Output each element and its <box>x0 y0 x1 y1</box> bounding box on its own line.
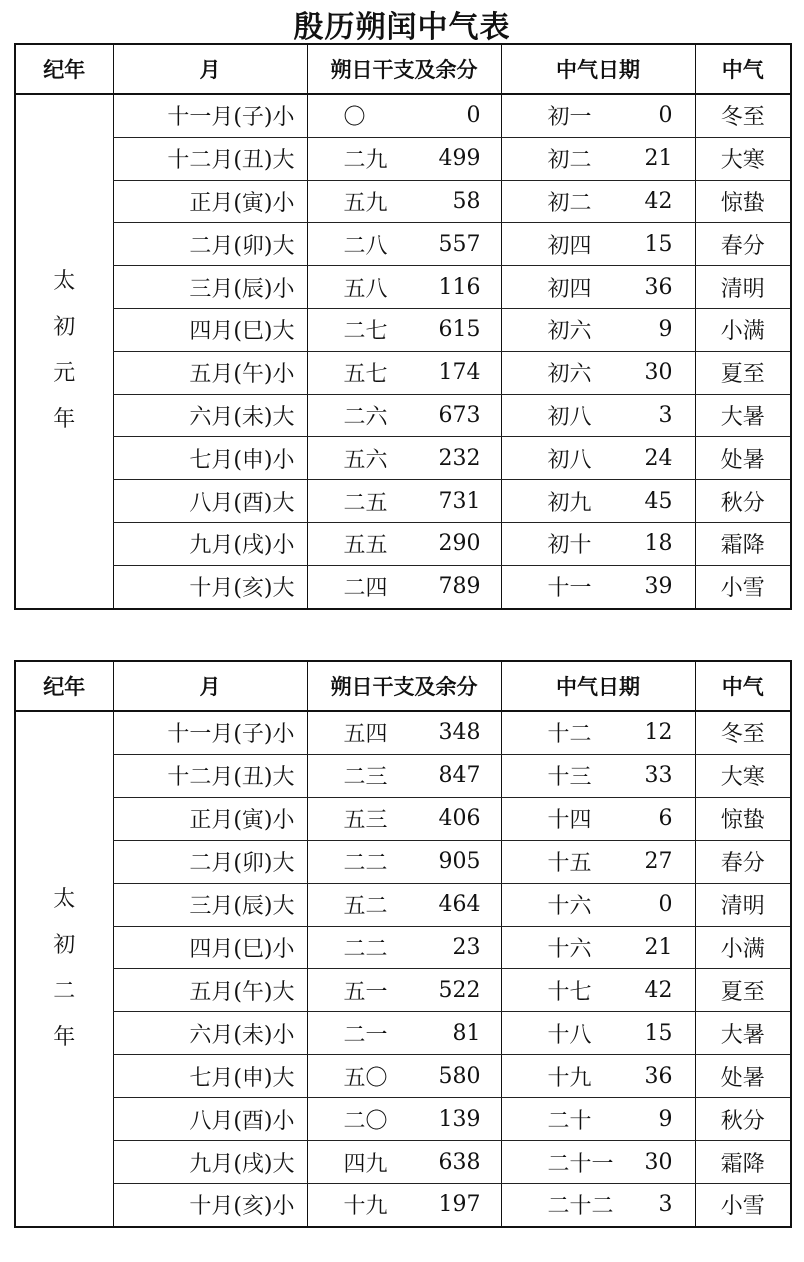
ganzhi-pair <box>308 528 501 559</box>
header-month: 月 <box>113 44 307 94</box>
qi-min-value: 3 <box>658 402 673 428</box>
ganzhi-cell <box>307 351 501 394</box>
table-row <box>15 926 791 969</box>
qi-day-text: 初六 <box>547 319 592 345</box>
ganzhi-cell <box>307 437 501 480</box>
ganzhi-cell <box>307 1055 501 1098</box>
ganzhi-text: 五六 <box>343 447 388 473</box>
table-row <box>15 394 791 437</box>
ganzhi-text: 二四 <box>343 576 388 602</box>
qi-min-value: 42 <box>644 188 673 214</box>
yufen-value: 197 <box>438 1192 481 1218</box>
table-row <box>15 522 791 565</box>
qi-date-pair <box>502 143 695 174</box>
ganzhi-text: 二二 <box>343 851 388 877</box>
ganzhi-cell <box>307 840 501 883</box>
yufen-value: 847 <box>438 763 481 789</box>
qi-date-pair <box>502 571 695 602</box>
qi-min-value: 27 <box>644 849 673 875</box>
qi-cell: 处暑 <box>695 1055 791 1098</box>
header-month: 月 <box>113 661 307 711</box>
table-row <box>15 565 791 608</box>
month-cell: 六月(未)小 <box>113 1012 307 1055</box>
qi-day-text: 初十 <box>547 533 592 559</box>
qi-day-text: 十二 <box>547 722 592 748</box>
month-cell: 十一月(子)小 <box>113 94 307 137</box>
qi-min-value: 18 <box>644 531 673 557</box>
month-cell: 六月(未)大 <box>113 394 307 437</box>
ganzhi-text: 〇 <box>343 105 366 131</box>
ganzhi-pair <box>308 571 501 602</box>
qi-date-pair <box>502 932 695 963</box>
qi-date-cell <box>501 1098 695 1141</box>
header-ganzhi: 朔日干支及余分 <box>307 44 501 94</box>
yufen-value: 557 <box>438 231 481 257</box>
qi-date-pair <box>502 1189 695 1220</box>
ganzhi-text: 二七 <box>343 319 388 345</box>
table-row <box>15 437 791 480</box>
qi-date-pair <box>502 760 695 791</box>
table-header-row <box>15 44 791 94</box>
page-title: 殷历朔闰中气表 <box>293 10 511 45</box>
yufen-value: 81 <box>452 1020 481 1046</box>
qi-date-cell <box>501 1012 695 1055</box>
qi-min-value: 33 <box>644 763 673 789</box>
ganzhi-text: 二一 <box>343 1022 388 1048</box>
qi-date-cell <box>501 711 695 754</box>
table-row <box>15 308 791 351</box>
table-row <box>15 1012 791 1055</box>
qi-date-cell <box>501 266 695 309</box>
ganzhi-pair <box>308 932 501 963</box>
ganzhi-text: 五〇 <box>343 1065 388 1091</box>
yufen-value: 731 <box>438 488 481 514</box>
table-row <box>15 1055 791 1098</box>
month-cell: 十一月(子)小 <box>113 711 307 754</box>
ganzhi-pair <box>308 100 501 131</box>
yufen-value: 0 <box>466 103 481 129</box>
ganzhi-pair <box>308 272 501 303</box>
qi-date-pair <box>502 486 695 517</box>
table-row <box>15 223 791 266</box>
ganzhi-cell <box>307 1183 501 1227</box>
qi-cell: 秋分 <box>695 480 791 523</box>
ganzhi-text: 二九 <box>343 148 388 174</box>
year-char: 二 <box>53 979 76 1004</box>
ganzhi-text: 五五 <box>343 533 388 559</box>
ganzhi-pair <box>308 143 501 174</box>
month-cell: 五月(午)大 <box>113 969 307 1012</box>
header-year: 纪年 <box>15 661 113 711</box>
header-qi-date: 中气日期 <box>501 44 695 94</box>
yufen-value: 348 <box>438 720 481 746</box>
table-row <box>15 266 791 309</box>
ganzhi-text: 二〇 <box>343 1108 388 1134</box>
qi-date-cell <box>501 883 695 926</box>
qi-cell: 小雪 <box>695 565 791 608</box>
ganzhi-pair <box>308 1018 501 1049</box>
table-row <box>15 797 791 840</box>
qi-date-cell <box>501 1141 695 1184</box>
qi-min-value: 3 <box>658 1192 673 1218</box>
qi-day-text: 十八 <box>547 1022 592 1048</box>
ganzhi-cell <box>307 711 501 754</box>
month-cell: 正月(寅)小 <box>113 180 307 223</box>
qi-min-value: 0 <box>658 892 673 918</box>
qi-date-cell <box>501 394 695 437</box>
month-cell: 八月(酉)大 <box>113 480 307 523</box>
qi-date-cell <box>501 223 695 266</box>
ganzhi-cell <box>307 308 501 351</box>
qi-date-cell <box>501 840 695 883</box>
qi-cell: 惊蛰 <box>695 180 791 223</box>
qi-date-pair <box>502 443 695 474</box>
yufen-value: 232 <box>438 445 481 471</box>
qi-cell: 大暑 <box>695 394 791 437</box>
qi-cell: 大暑 <box>695 1012 791 1055</box>
qi-cell: 春分 <box>695 840 791 883</box>
qi-day-text: 十九 <box>547 1065 592 1091</box>
qi-min-value: 36 <box>644 1063 673 1089</box>
header-qi-date: 中气日期 <box>501 661 695 711</box>
ganzhi-pair <box>308 229 501 260</box>
header-ganzhi: 朔日干支及余分 <box>307 661 501 711</box>
qi-date-pair <box>502 1104 695 1135</box>
qi-day-text: 二十一 <box>547 1151 614 1177</box>
ganzhi-pair <box>308 443 501 474</box>
qi-min-value: 21 <box>644 146 673 172</box>
qi-date-cell <box>501 308 695 351</box>
qi-day-text: 初八 <box>547 447 592 473</box>
ganzhi-pair <box>308 400 501 431</box>
table-row <box>15 351 791 394</box>
qi-date-pair <box>502 186 695 217</box>
qi-min-value: 9 <box>658 317 673 343</box>
qi-cell: 霜降 <box>695 522 791 565</box>
ganzhi-text: 五八 <box>343 276 388 302</box>
qi-date-cell <box>501 926 695 969</box>
qi-cell: 小满 <box>695 308 791 351</box>
ganzhi-pair <box>308 186 501 217</box>
qi-min-value: 30 <box>644 360 673 386</box>
qi-day-text: 初九 <box>547 490 592 516</box>
ganzhi-text: 二六 <box>343 404 388 430</box>
qi-min-value: 24 <box>644 445 673 471</box>
qi-cell: 惊蛰 <box>695 797 791 840</box>
qi-cell: 清明 <box>695 266 791 309</box>
qi-date-pair <box>502 803 695 834</box>
month-cell: 九月(戌)小 <box>113 522 307 565</box>
ganzhi-cell <box>307 565 501 608</box>
ganzhi-text: 五九 <box>343 190 388 216</box>
ganzhi-cell <box>307 223 501 266</box>
qi-date-pair <box>502 1061 695 1092</box>
month-cell: 三月(辰)大 <box>113 883 307 926</box>
qi-day-text: 十一 <box>547 576 592 602</box>
yufen-value: 789 <box>438 574 481 600</box>
qi-date-cell <box>501 351 695 394</box>
table-row <box>15 94 791 137</box>
year-char: 初 <box>53 933 76 958</box>
qi-cell: 夏至 <box>695 969 791 1012</box>
ganzhi-cell <box>307 1141 501 1184</box>
year-char: 年 <box>53 1025 76 1050</box>
ganzhi-pair <box>308 760 501 791</box>
ganzhi-text: 四九 <box>343 1151 388 1177</box>
month-cell: 二月(卯)大 <box>113 840 307 883</box>
table-row <box>15 180 791 223</box>
qi-cell: 处暑 <box>695 437 791 480</box>
qi-day-text: 初四 <box>547 276 592 302</box>
qi-day-text: 二十二 <box>547 1194 614 1220</box>
table-row <box>15 883 791 926</box>
table-row <box>15 1141 791 1184</box>
month-cell: 五月(午)小 <box>113 351 307 394</box>
yufen-value: 499 <box>438 146 481 172</box>
year-cell <box>15 94 113 609</box>
qi-day-text: 十四 <box>547 808 592 834</box>
ganzhi-pair <box>308 889 501 920</box>
qi-date-pair <box>502 846 695 877</box>
qi-min-value: 6 <box>658 806 673 832</box>
qi-min-value: 42 <box>644 977 673 1003</box>
ganzhi-cell <box>307 969 501 1012</box>
year-char: 元 <box>53 361 76 387</box>
qi-date-cell <box>501 1055 695 1098</box>
ganzhi-text: 五七 <box>343 362 388 388</box>
yufen-value: 174 <box>438 360 481 386</box>
ganzhi-pair <box>308 1061 501 1092</box>
year-char: 初 <box>53 315 76 341</box>
yufen-value: 638 <box>438 1149 481 1175</box>
qi-date-pair <box>502 1147 695 1178</box>
ganzhi-text: 五一 <box>343 979 388 1005</box>
yufen-value: 905 <box>438 849 481 875</box>
table-row <box>15 754 791 797</box>
ganzhi-pair <box>308 846 501 877</box>
month-cell: 八月(酉)小 <box>113 1098 307 1141</box>
ganzhi-cell <box>307 1098 501 1141</box>
qi-date-cell <box>501 797 695 840</box>
year-char: 太 <box>53 269 76 295</box>
qi-cell: 秋分 <box>695 1098 791 1141</box>
qi-date-pair <box>502 272 695 303</box>
year-cell <box>15 711 113 1227</box>
qi-day-text: 初二 <box>547 190 592 216</box>
ganzhi-cell <box>307 394 501 437</box>
qi-date-cell <box>501 969 695 1012</box>
yufen-value: 406 <box>438 806 481 832</box>
table-row <box>15 840 791 883</box>
yufen-value: 580 <box>438 1063 481 1089</box>
qi-min-value: 45 <box>644 488 673 514</box>
qi-date-pair <box>502 229 695 260</box>
month-cell: 十月(亥)小 <box>113 1183 307 1227</box>
qi-date-cell <box>501 522 695 565</box>
month-cell: 九月(戌)大 <box>113 1141 307 1184</box>
qi-day-text: 初六 <box>547 362 592 388</box>
table-row <box>15 480 791 523</box>
header-qi: 中气 <box>695 661 791 711</box>
qi-date-pair <box>502 889 695 920</box>
qi-date-cell <box>501 137 695 180</box>
yufen-value: 23 <box>452 934 481 960</box>
qi-cell: 小满 <box>695 926 791 969</box>
table-row <box>15 1183 791 1227</box>
qi-cell: 清明 <box>695 883 791 926</box>
qi-cell: 冬至 <box>695 94 791 137</box>
qi-cell: 大寒 <box>695 137 791 180</box>
qi-date-cell <box>501 437 695 480</box>
qi-date-pair <box>502 400 695 431</box>
ganzhi-cell <box>307 266 501 309</box>
ganzhi-cell <box>307 137 501 180</box>
qi-date-pair <box>502 528 695 559</box>
qi-date-pair <box>502 717 695 748</box>
qi-date-cell <box>501 180 695 223</box>
qi-cell: 春分 <box>695 223 791 266</box>
qi-day-text: 十六 <box>547 894 592 920</box>
qi-date-pair <box>502 975 695 1006</box>
month-cell: 正月(寅)小 <box>113 797 307 840</box>
ganzhi-text: 五三 <box>343 808 388 834</box>
ganzhi-text: 二八 <box>343 233 388 259</box>
ganzhi-pair <box>308 357 501 388</box>
ganzhi-cell <box>307 797 501 840</box>
qi-day-text: 初一 <box>547 105 592 131</box>
qi-date-pair <box>502 1018 695 1049</box>
month-cell: 十月(亥)大 <box>113 565 307 608</box>
qi-cell: 小雪 <box>695 1183 791 1227</box>
month-cell: 四月(巳)大 <box>113 308 307 351</box>
header-qi: 中气 <box>695 44 791 94</box>
ganzhi-text: 二二 <box>343 936 388 962</box>
qi-min-value: 12 <box>644 720 673 746</box>
qi-date-cell <box>501 565 695 608</box>
table-row <box>15 137 791 180</box>
calendar-table-taichu-2 <box>14 660 792 1228</box>
table-header-row <box>15 661 791 711</box>
qi-date-cell <box>501 94 695 137</box>
ganzhi-cell <box>307 94 501 137</box>
qi-day-text: 初八 <box>547 404 592 430</box>
ganzhi-text: 五四 <box>343 722 388 748</box>
ganzhi-pair <box>308 1147 501 1178</box>
ganzhi-pair <box>308 1189 501 1220</box>
yufen-value: 290 <box>438 531 481 557</box>
qi-cell: 霜降 <box>695 1141 791 1184</box>
ganzhi-cell <box>307 926 501 969</box>
yufen-value: 522 <box>438 977 481 1003</box>
ganzhi-pair <box>308 314 501 345</box>
qi-day-text: 十七 <box>547 979 592 1005</box>
year-char: 太 <box>53 887 76 912</box>
qi-day-text: 初二 <box>547 148 592 174</box>
table-row <box>15 711 791 754</box>
ganzhi-cell <box>307 883 501 926</box>
table-row <box>15 969 791 1012</box>
qi-min-value: 15 <box>644 1020 673 1046</box>
yufen-value: 139 <box>438 1106 481 1132</box>
yufen-value: 615 <box>438 317 481 343</box>
ganzhi-pair <box>308 486 501 517</box>
month-cell: 三月(辰)小 <box>113 266 307 309</box>
qi-min-value: 30 <box>644 1149 673 1175</box>
calendar-table-taichu-1 <box>14 43 792 610</box>
yufen-value: 116 <box>438 274 481 300</box>
qi-min-value: 15 <box>644 231 673 257</box>
qi-min-value: 9 <box>658 1106 673 1132</box>
qi-date-pair <box>502 314 695 345</box>
ganzhi-cell <box>307 480 501 523</box>
month-cell: 二月(卯)大 <box>113 223 307 266</box>
month-cell: 七月(申)小 <box>113 437 307 480</box>
qi-min-value: 21 <box>644 934 673 960</box>
qi-min-value: 39 <box>644 574 673 600</box>
ganzhi-pair <box>308 975 501 1006</box>
month-cell: 四月(巳)小 <box>113 926 307 969</box>
qi-day-text: 十六 <box>547 936 592 962</box>
month-cell: 十二月(丑)大 <box>113 754 307 797</box>
month-cell: 十二月(丑)大 <box>113 137 307 180</box>
month-cell: 七月(申)大 <box>113 1055 307 1098</box>
ganzhi-pair <box>308 1104 501 1135</box>
ganzhi-cell <box>307 522 501 565</box>
qi-date-cell <box>501 1183 695 1227</box>
qi-date-cell <box>501 480 695 523</box>
yufen-value: 464 <box>438 892 481 918</box>
ganzhi-text: 二五 <box>343 490 388 516</box>
qi-cell: 冬至 <box>695 711 791 754</box>
header-year: 纪年 <box>15 44 113 94</box>
qi-min-value: 0 <box>658 103 673 129</box>
table-row <box>15 1098 791 1141</box>
yufen-value: 58 <box>452 188 481 214</box>
yufen-value: 673 <box>438 402 481 428</box>
ganzhi-text: 五二 <box>343 894 388 920</box>
qi-day-text: 二十 <box>547 1108 592 1134</box>
qi-date-pair <box>502 100 695 131</box>
qi-day-text: 十三 <box>547 765 592 791</box>
ganzhi-text: 二三 <box>343 765 388 791</box>
qi-cell: 大寒 <box>695 754 791 797</box>
qi-date-cell <box>501 754 695 797</box>
year-char: 年 <box>53 407 76 433</box>
ganzhi-cell <box>307 754 501 797</box>
ganzhi-cell <box>307 180 501 223</box>
ganzhi-text: 十九 <box>343 1194 388 1220</box>
qi-day-text: 初四 <box>547 233 592 259</box>
qi-min-value: 36 <box>644 274 673 300</box>
qi-cell: 夏至 <box>695 351 791 394</box>
ganzhi-pair <box>308 717 501 748</box>
ganzhi-pair <box>308 803 501 834</box>
ganzhi-cell <box>307 1012 501 1055</box>
qi-day-text: 十五 <box>547 851 592 877</box>
qi-date-pair <box>502 357 695 388</box>
